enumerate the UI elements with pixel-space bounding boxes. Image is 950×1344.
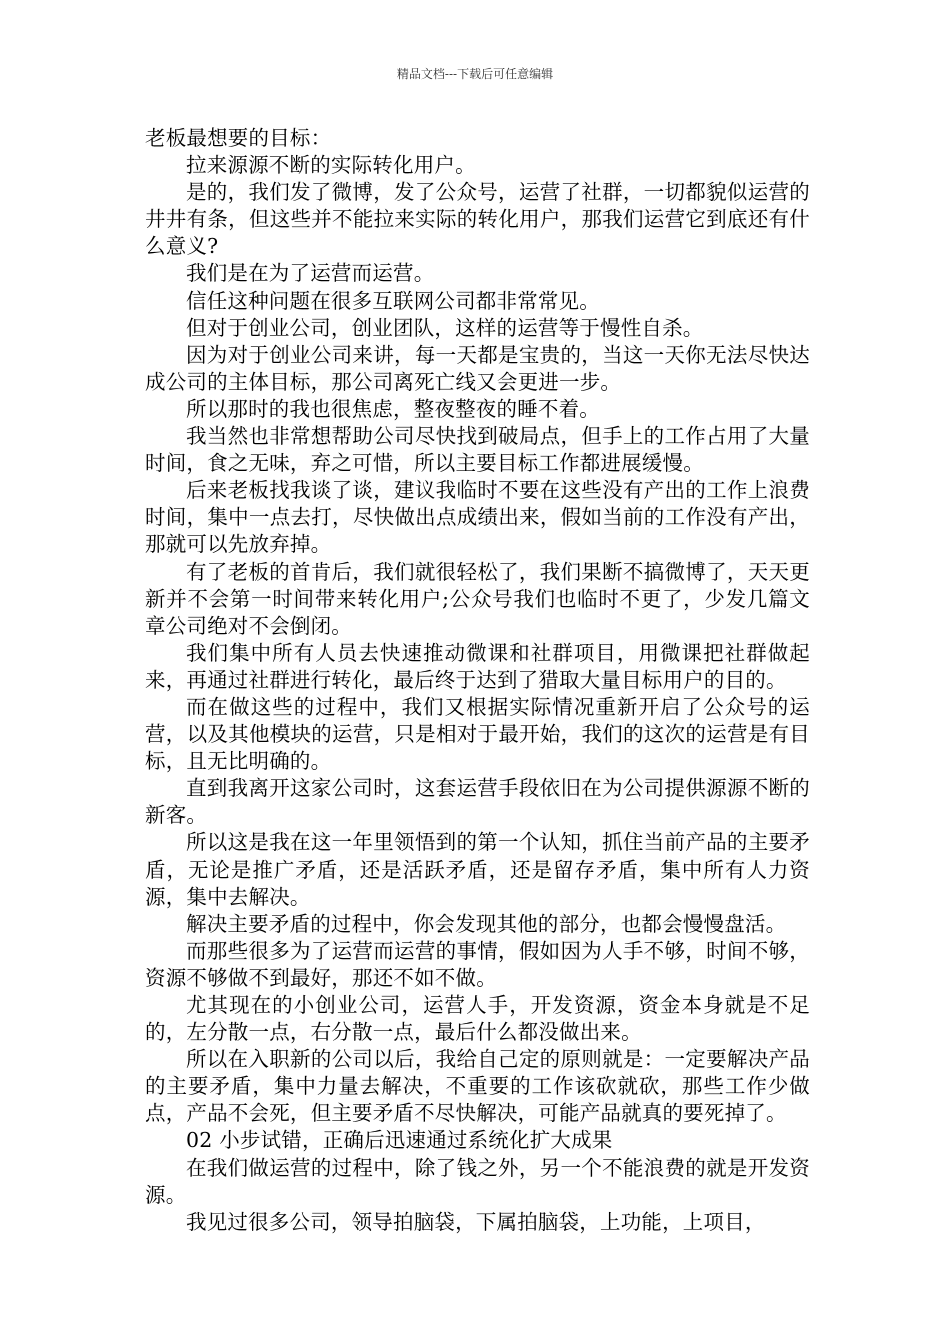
paragraph: 老板最想要的目标： <box>145 126 332 150</box>
paragraph: 在我们做运营的过程中，除了钱之外，另一个不能浪费的就是开发资源。 <box>145 1155 810 1207</box>
paragraph: 但对于创业公司，创业团队，这样的运营等于慢性自杀。 <box>186 315 704 340</box>
paragraph: 信任这种问题在很多互联网公司都非常常见。 <box>186 288 600 313</box>
paragraph: 而那些很多为了运营而运营的事情，假如因为人手不够，时间不够，资源不够做不到最好，那还不如不做。 <box>145 938 810 990</box>
paragraph: 我们集中所有人员去快速推动微课和社群项目，用微课把社群做起来，再通过社群进行转化，最后终于达到了猎取大量目标用户的目的。 <box>145 640 810 692</box>
section-heading: 02 小步试错，正确后迅速通过系统化扩大成果 <box>186 1128 613 1153</box>
paragraph: 是的，我们发了微博，发了公众号，运营了社群，一切都貌似运营的井井有条，但这些并不能拉来实际的转化用户，那我们运营它到底还有什么意义? <box>145 180 810 259</box>
paragraph: 我当然也非常想帮助公司尽快找到破局点，但手上的工作占用了大量时间，食之无味，弃之可惜，所以主要目标工作都进展缓慢。 <box>145 424 810 476</box>
paragraph: 所以那时的我也很焦虑，整夜整夜的睡不着。 <box>186 396 600 421</box>
paragraph: 直到我离开这家公司时，这套运营手段依旧在为公司提供源源不断的新客。 <box>145 776 810 828</box>
paragraph: 拉来源源不断的实际转化用户。 <box>186 153 476 178</box>
paragraph: 而在做这些的过程中，我们又根据实际情况重新开启了公众号的运营，以及其他模块的运营，只是相对于最开始，我们的这次的运营是有目标，且无比明确的。 <box>145 694 810 774</box>
paragraph: 我们是在为了运营而运营。 <box>186 261 435 286</box>
paragraph: 尤其现在的小创业公司，运营人手，开发资源，资金本身就是不足的，左分散一点，右分散一点，最后什么都没做出来。 <box>145 993 810 1045</box>
paragraph: 所以这是我在这一年里领悟到的第一个认知，抓住当前产品的主要矛盾，无论是推广矛盾，还是活跃矛盾，还是留存矛盾，集中所有人力资源，集中去解决。 <box>145 830 810 909</box>
paragraph: 所以在入职新的公司以后，我给自己定的原则就是：一定要解决产品的主要矛盾，集中力量去解决，不重要的工作该砍就砍，那些工作少做点，产品不会死，但主要矛盾不尽快解决，可能产品就真的要死掉了。 <box>145 1047 810 1126</box>
paragraph: 有了老板的首肯后，我们就很轻松了，我们果断不搞微博了，天天更新并不会第一时间带来转化用户;公众号我们也临时不更了，少发几篇文章公司绝对不会倒闭。 <box>145 559 810 638</box>
document-body <box>145 125 810 1236</box>
page-header: 精品文档---下载后可任意编辑 <box>396 67 554 81</box>
paragraph: 我见过很多公司，领导拍脑袋，下属拍脑袋，上功能，上项目， <box>186 1209 766 1234</box>
paragraph: 因为对于创业公司来讲，每一天都是宝贵的，当这一天你无法尽快达成公司的主体目标，那公司离死亡线又会更进一步。 <box>145 342 810 394</box>
paragraph: 后来老板找我谈了谈，建议我临时不要在这些没有产出的工作上浪费时间，集中一点去打，尽快做出点成绩出来，假如当前的工作没有产出，那就可以先放弃掉。 <box>145 478 810 557</box>
paragraph: 解决主要矛盾的过程中，你会发现其他的部分，也都会慢慢盘活。 <box>186 911 787 936</box>
